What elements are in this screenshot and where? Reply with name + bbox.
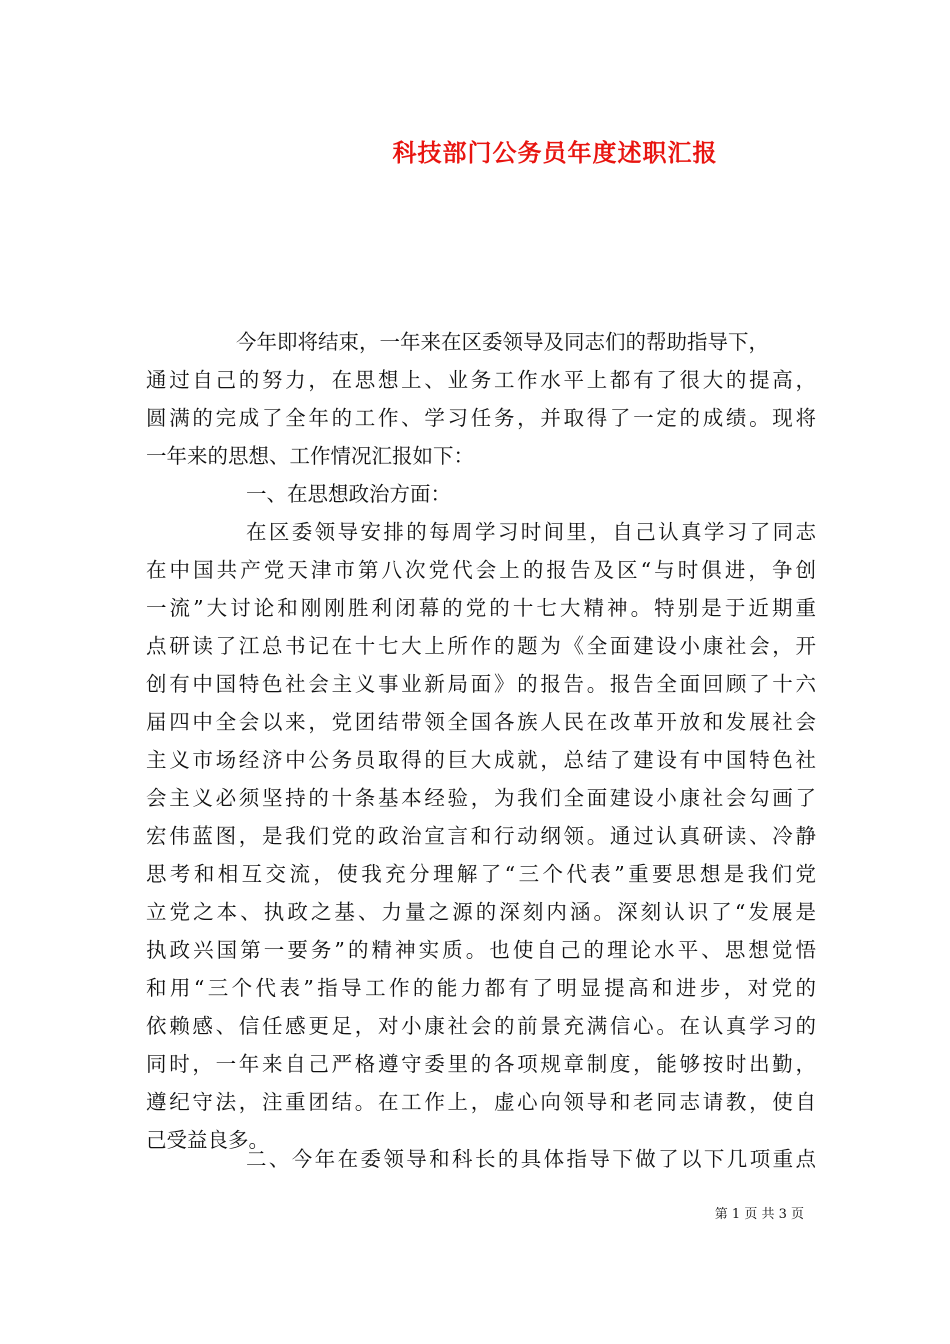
body-line: 遵纪守法，注重团结。在工作上，虚心向领导和老同志请教，使自 <box>146 1090 816 1114</box>
body-line: 届四中全会以来，党团结带领全国各族人民在改革开放和发展社会 <box>146 710 816 734</box>
body-line: 和用“三个代表”指导工作的能力都有了明显提高和进步，对党的 <box>146 976 816 1000</box>
body-line: 宏伟蓝图，是我们党的政治宣言和行动纲领。通过认真研读、冷静 <box>146 824 816 848</box>
body-line: 通过自己的努力，在思想上、业务工作水平上都有了很大的提高， <box>146 368 816 392</box>
body-line: 一年来的思想、工作情况汇报如下： <box>146 444 474 468</box>
body-line: 创有中国特色社会主义事业新局面》的报告。报告全面回顾了十六 <box>146 672 816 696</box>
body-line: 主义市场经济中公务员取得的巨大成就，总结了建设有中国特色社 <box>146 748 816 772</box>
body-line: 同时，一年来自己严格遵守委里的各项规章制度，能够按时出勤， <box>146 1052 816 1076</box>
body-line: 执政兴国第一要务”的精神实质。也使自己的理论水平、思想觉悟 <box>146 938 816 962</box>
body-line: 依赖感、信任感更足，对小康社会的前景充满信心。在认真学习的 <box>146 1014 816 1038</box>
body-line: 点研读了江总书记在十七大上所作的题为《全面建设小康社会，开 <box>146 634 816 658</box>
section-heading: 二、今年在委领导和科长的具体指导下做了以下几项重点 <box>246 1147 816 1171</box>
body-line: 己受益良多。 <box>146 1128 269 1152</box>
body-line: 会主义必须坚持的十条基本经验，为我们全面建设小康社会勾画了 <box>146 786 816 810</box>
body-line: 一流”大讨论和刚刚胜利闭幕的党的十七大精神。特别是于近期重 <box>146 596 816 620</box>
body-line: 圆满的完成了全年的工作、学习任务，并取得了一定的成绩。现将 <box>146 406 816 430</box>
page-number: 第 1 页 共 3 页 <box>714 1207 804 1222</box>
body-line: 在中国共产党天津市第八次党代会上的报告及区“与时俱进，争创 <box>146 558 816 582</box>
body-line: 思考和相互交流，使我充分理解了“三个代表”重要思想是我们党 <box>146 862 816 886</box>
section-heading: 一、在思想政治方面： <box>246 482 451 506</box>
body-line: 在区委领导安排的每周学习时间里，自己认真学习了同志 <box>246 520 816 544</box>
body-line: 今年即将结束，一年来在区委领导及同志们的帮助指导下， <box>236 330 769 354</box>
body-line: 立党之本、执政之基、力量之源的深刻内涵。深刻认识了“发展是 <box>146 900 816 924</box>
document-title: 科技部门公务员年度述职汇报 <box>392 138 718 167</box>
